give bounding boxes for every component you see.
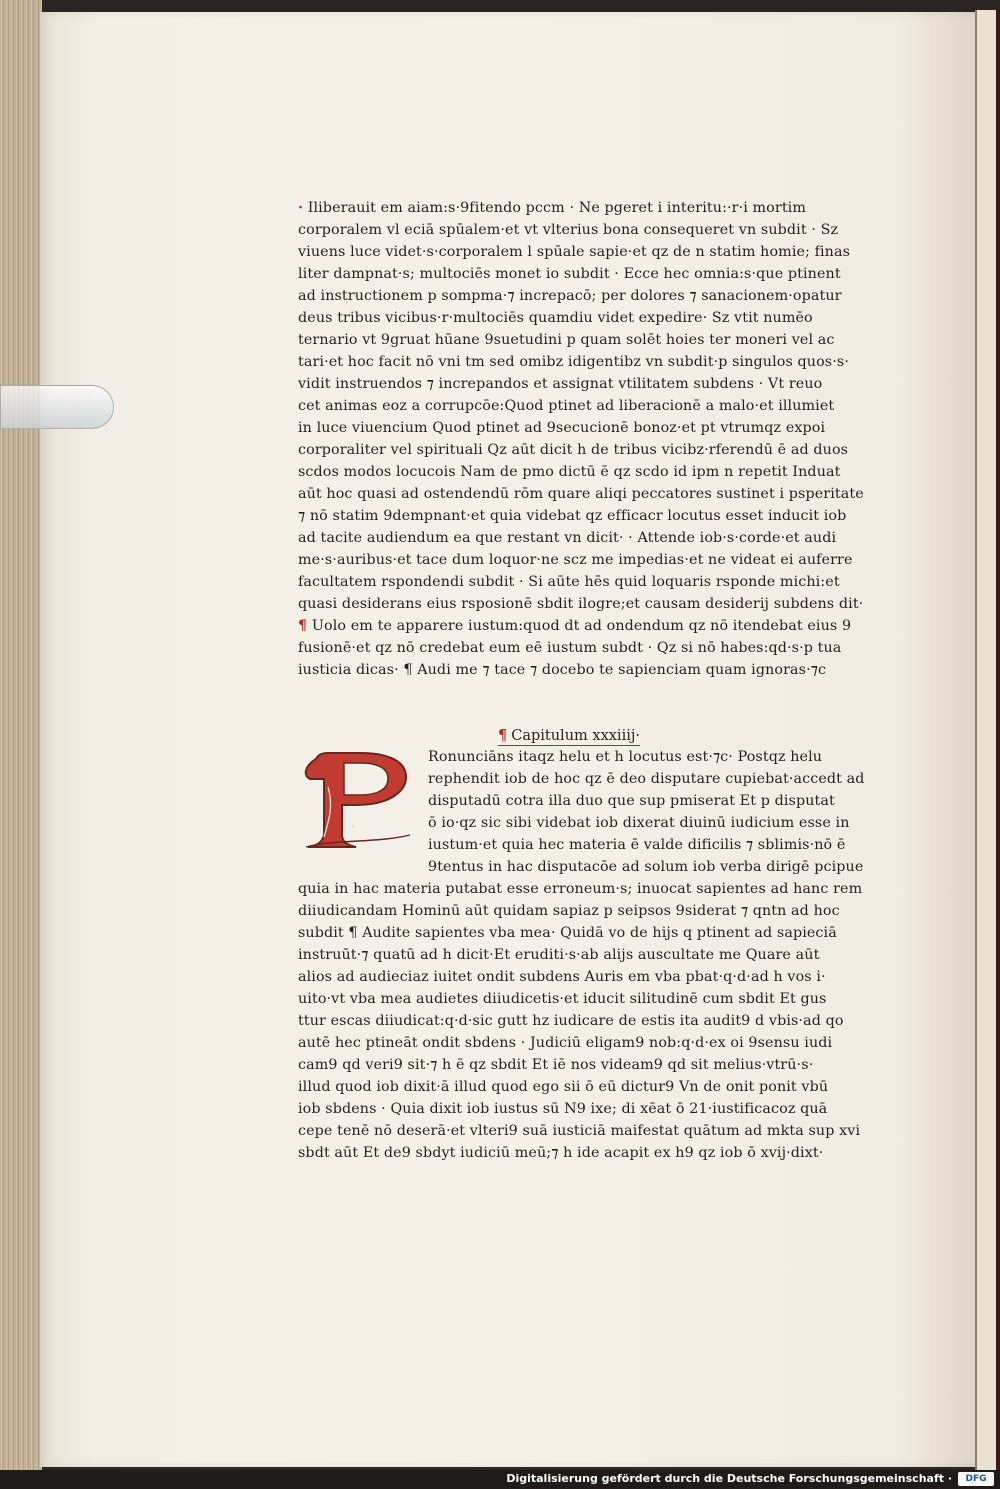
text-line: in luce viuencium Quod ptinet ad 9secucionē bonoz·et pt vtrumqz expoi — [298, 420, 826, 436]
text-line: iusticia dicas· ¶ Audi me ⁊ tace ⁊ docebo te sapienciam quam ignoras·⁊c — [298, 662, 827, 678]
text-line: quasi desiderans eius rsposionē sbdit ilogre;et causam desiderij subdens dit· — [298, 596, 864, 612]
text-line: liter dampnat·s; multociēs monet io subdit · Ecce hec omnia:s·que ptinent — [298, 266, 841, 282]
text-line: illud quod iob dixit·ā illud quod ego sii ō eū dictur9 Vn de onit ponit vbū — [298, 1079, 829, 1095]
text-line: aūt hoc quasi ad ostendendū rōm quare aliqi peccatores sustinet i psperitate — [298, 486, 864, 502]
initial-letter: P — [352, 826, 354, 828]
text-line: · Iliberauit em aiam:s·9fitendo pccm · Ne pgeret i interitu:·r·i mortim — [298, 200, 806, 216]
book-page — [40, 12, 975, 1467]
text-line: alios ad audieciaz iuitet ondit subdens Auris em vba pbat·q·d·ad h vos i· — [298, 969, 826, 985]
text-line: scdos modos locucois Nam de pmo dictū ē qz scdo id ipm n repetit Induat — [298, 464, 841, 480]
text-line: rephendit iob de hoc qz ē deo disputare cupiebat·accedt ad — [428, 771, 865, 787]
text-line: 9tentus in hac disputacōe ad solum iob verba dirigē pcipue — [428, 859, 864, 875]
text-line: ad instructionem p sompma·⁊ increpacō; per dolores ⁊ sanacionem·opatur — [298, 288, 842, 304]
text-line: quia in hac materia putabat esse erroneum·s; inuocat sapientes ad hanc rem — [298, 881, 863, 897]
text-line: ad tacite audiendum ea que restant vn dicit· · Attende iob·s·corde·et audi — [298, 530, 837, 546]
text-line: iustum·et quia hec materia ē valde dificilis ⁊ sblimis·nō ē — [428, 837, 846, 853]
text-line: iob sbdens · Quia dixit iob iustus sū N9 ixe; di xēat ō 21·iustificacoz quā — [298, 1101, 828, 1117]
text-line: corporaliter vel spirituali Qz aūt dicit h de tribus vicibz·rferendū ē ad duos — [298, 442, 849, 458]
text-block — [298, 200, 913, 1200]
text-line: ¶ Uolo em te apparere iustum:quod dt ad ondendum qz nō itendebat eius 9 — [298, 618, 852, 634]
text-line: ⁊ nō statim 9dempnant·et quia videbat qz efficacr locutus esset inducit iob — [298, 508, 847, 524]
text-line: diiudicandam Hominū aūt quidam sapiaz p seipsos 9siderat ⁊ qntn ad hoc — [298, 903, 840, 919]
text-line: facultatem rspondendi subdit · Si aūte hēs quid loquaris rsponde michi:et — [298, 574, 840, 590]
chapter-heading: ¶ Capitulum xxxiiij· — [498, 727, 640, 744]
page-edges — [0, 0, 42, 1470]
initial-letter-graphic — [298, 747, 413, 852]
facing-page-edge — [975, 10, 1000, 1470]
text-line: me·s·auribus·et tace dum loquor·ne scz me impedias·et ne videat ei auferre — [298, 552, 853, 568]
text-line: subdit ¶ Audite sapientes vba mea· Quidā vo de hijs q ptinent ad sapieciā — [298, 925, 837, 941]
text-line: corporalem vl eciā spūalem·et vt vlterius bona consequeret vn subdit · Sz — [298, 222, 839, 238]
text-line: autē hec ptineāt ondit sbdens · Judiciū eligam9 nob:q·d·ex oi 9sensu iudi — [298, 1035, 833, 1051]
text-line: ttur escas diiudicat:q·d·sic gutt hz iudicare de estis ita audit9 d vbis·ad qo — [298, 1013, 844, 1029]
text-line: cepe tenē nō deserā·et vlteri9 suā iusticiā maifestat quātum ad mkta sup xvi — [298, 1123, 861, 1139]
text-line: tari·et hoc facit nō vni tm sed omibz idigentibz vn subdit·p singulos quos·s· — [298, 354, 849, 370]
text-line: Ronunciāns itaqz helu et h locutus est·⁊c· Postqz helu — [428, 749, 823, 765]
text-line: uito·vt vba mea audietes diiudicetis·et iducit silitudinē cum sbdit Et gus — [298, 991, 827, 1007]
text-line: ternario vt 9gruat hūane 9suetudini p quam solēt hoies ter moneri vel ac — [298, 332, 835, 348]
text-line: viuens luce videt·s·corporalem l spūale sapie·et qz de n statim homie; finas — [298, 244, 851, 260]
decorated-initial — [298, 747, 413, 852]
dfg-logo: DFG — [958, 1472, 994, 1486]
page-clip — [0, 385, 114, 429]
text-line: instruūt·⁊ quatū ad h dicit·Et eruditi·s·ab alijs auscultate me Quare aūt — [298, 947, 820, 963]
text-line: deus tribus vicibus·r·multociēs quamdiu videt expedire· Sz vtit numēo — [298, 310, 813, 326]
footer-bar — [0, 1470, 1000, 1489]
text-line: cet animas eoz a corrupcōe:Quod ptinet ad liberacionē a malo·et illumiet — [298, 398, 835, 414]
text-line: fusionē·et qz nō credebat eum eē iustum subdt · Qz si nō habes:qd·s·p tua — [298, 640, 842, 656]
text-line: cam9 qd veri9 sit·⁊ h ē qz sbdit Et iē nos videam9 qd sit melius·vtrū·s· — [298, 1057, 814, 1073]
text-line: ō io·qz sic sibi videbat iob dixerat diuinū iudicium esse in — [428, 815, 850, 831]
text-line: vidit instruendos ⁊ increpandos et assignat vtilitatem subdens · Vt reuo — [298, 376, 823, 392]
funding-credit: Digitalisierung gefördert durch die Deutsche Forschungsgemeinschaft · — [506, 1472, 952, 1485]
text-line: sbdt aūt Et de9 sbdyt iudiciū meū;⁊ h ide acapit ex h9 qz iob ō xvij·dixt· — [298, 1145, 824, 1161]
text-line: disputadū cotra illa duo que sup pmiserat Et p disputat — [428, 793, 835, 809]
